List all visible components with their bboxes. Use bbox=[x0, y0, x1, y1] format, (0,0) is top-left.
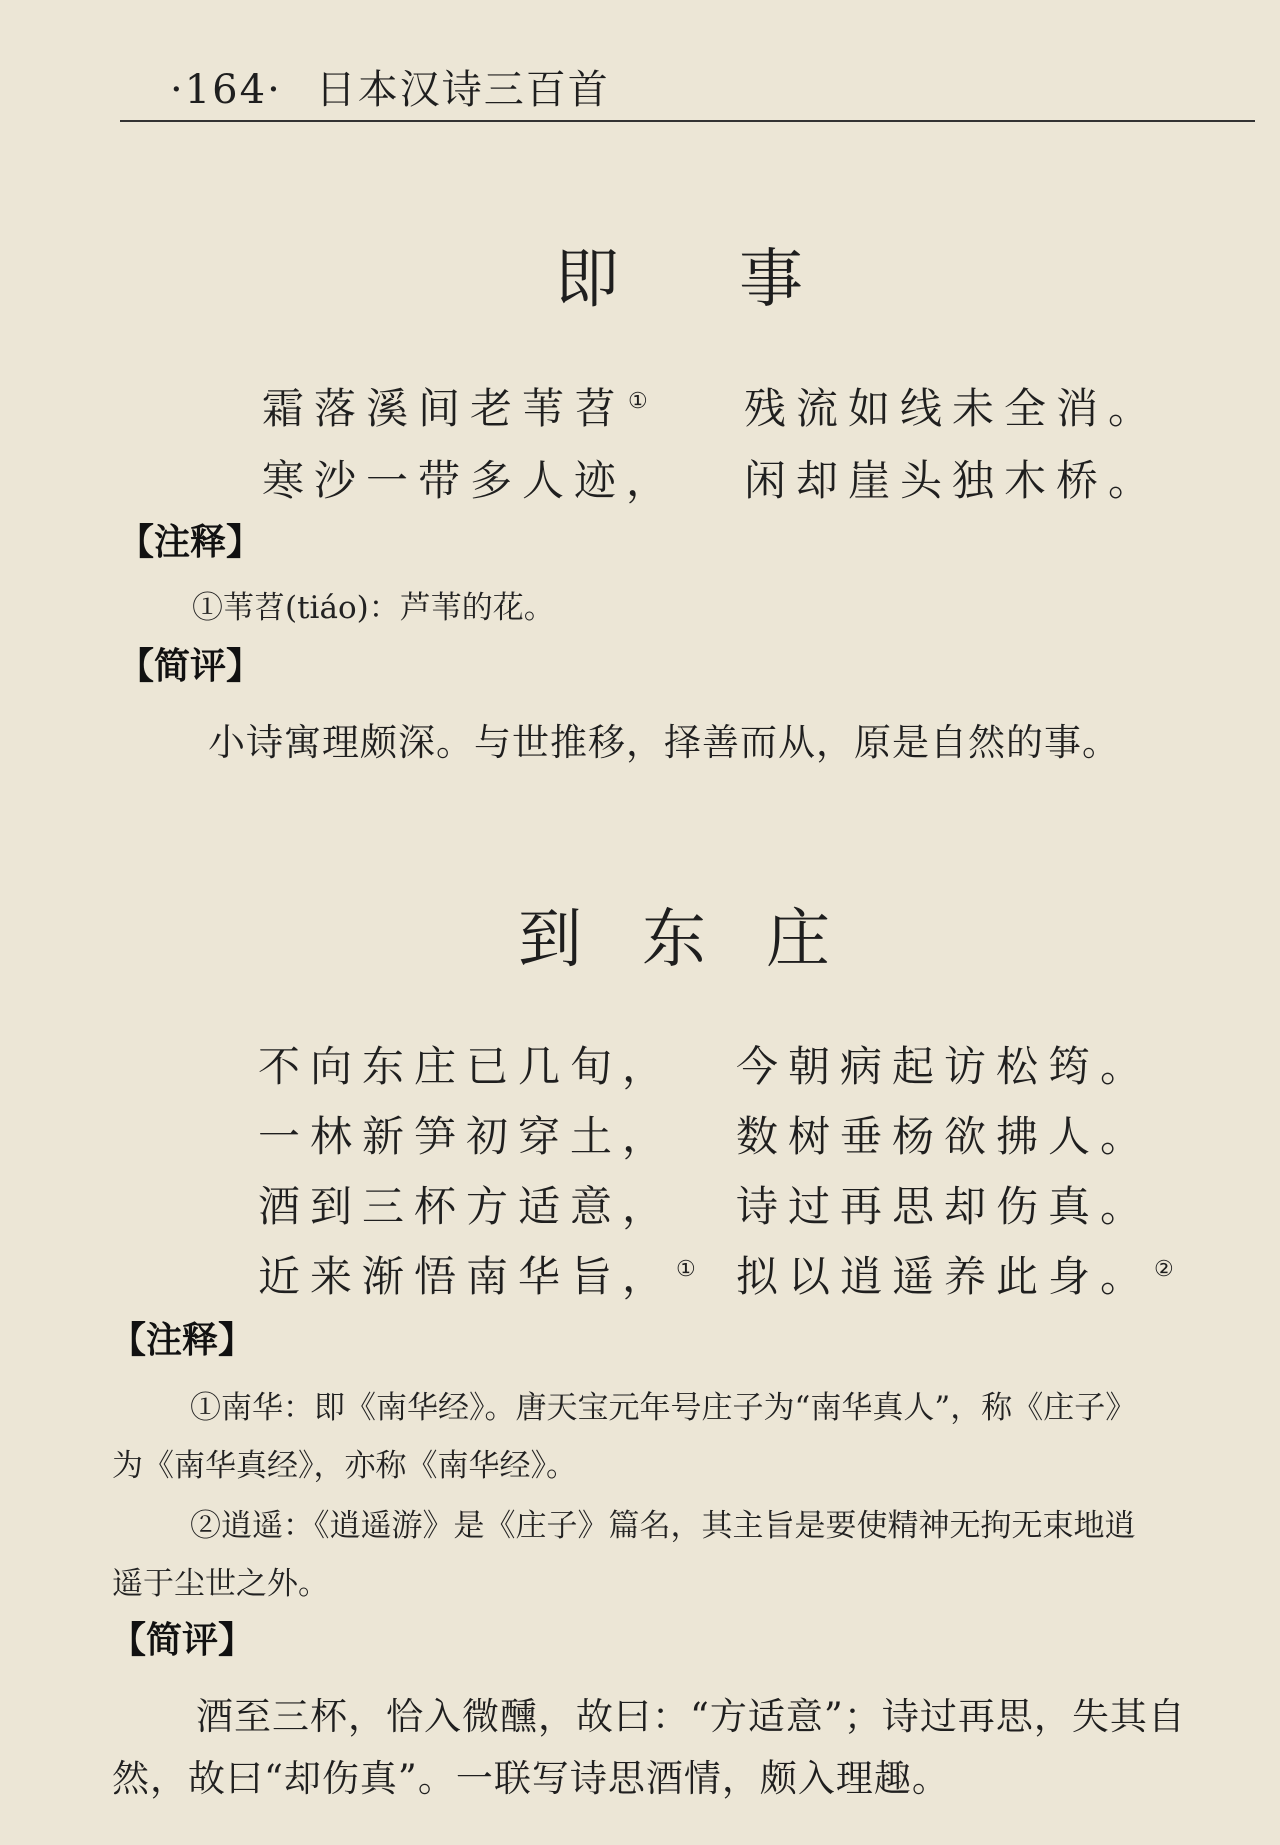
poem1-notes-heading: 【注释】 bbox=[118, 522, 263, 563]
poem2-line-4-right bbox=[736, 1244, 1174, 1304]
poem2-line-1-left: 不向东庄已几旬， bbox=[258, 1042, 675, 1091]
poem2-title-char-3: 庄 bbox=[766, 903, 830, 977]
poem2-note-2-line-1: ②逍遥：《逍遥游》是《庄子》篇名，其主旨是要使精神无拘无束地逍 bbox=[190, 1508, 1136, 1544]
poem2-review-heading: 【简评】 bbox=[110, 1620, 255, 1661]
poem2-line-4-left bbox=[258, 1244, 696, 1304]
poem2-line-2-right: 数树垂杨欲拂人。 bbox=[736, 1112, 1153, 1161]
book-title: 日本汉诗三百首 bbox=[315, 67, 610, 113]
poem2-line-3-right: 诗过再思却伤真。 bbox=[736, 1182, 1153, 1231]
poem2-note-1-line-2: 为《南华真经》，亦称《南华经》。 bbox=[112, 1448, 577, 1484]
poem1-note-1: ①苇苕(tiáo)：芦苇的花。 bbox=[192, 590, 555, 626]
poem1-review-heading: 【简评】 bbox=[118, 646, 263, 687]
poem1-line-1-right: 残流如线未全消。 bbox=[744, 384, 1161, 433]
verse-text: 拟以逍遥养此身。 bbox=[736, 1252, 1153, 1301]
poem2-line-2-left: 一林新笋初穿土， bbox=[258, 1112, 675, 1161]
header-rule bbox=[120, 120, 1255, 122]
poem2-notes-heading: 【注释】 bbox=[110, 1320, 255, 1361]
poem1-title-char-1: 即 bbox=[555, 243, 619, 317]
poem2-note-2-line-2: 遥于尘世之外。 bbox=[112, 1566, 329, 1602]
page-header bbox=[170, 58, 610, 115]
poem2-line-3-left: 酒到三杯方适意， bbox=[258, 1182, 675, 1231]
footnote-mark: ② bbox=[1154, 1257, 1174, 1282]
poem1-title-char-2: 事 bbox=[739, 243, 803, 317]
verse-text: 近来渐悟南华旨， bbox=[258, 1252, 675, 1301]
poem2-review-line-1: 酒至三杯，恰入微醺，故曰：“方适意”；诗过再思，失其自 bbox=[196, 1695, 1186, 1738]
verse-text: 霜落溪间老苇苕 bbox=[262, 384, 627, 433]
poem2-title bbox=[518, 888, 830, 980]
footnote-mark: ① bbox=[628, 389, 648, 414]
poem2-line-1-right: 今朝病起访松筠。 bbox=[736, 1042, 1153, 1091]
poem2-title-char-1: 到 bbox=[518, 903, 582, 977]
poem1-line-2-left: 寒沙一带多人迹， bbox=[262, 456, 679, 505]
poem2-review-line-2: 然，故曰“却伤真”。一联写诗思酒情，颇入理趣。 bbox=[112, 1757, 950, 1800]
poem1-title bbox=[555, 228, 803, 320]
poem1-line-1-left bbox=[262, 376, 648, 436]
poem2-title-char-2: 东 bbox=[642, 903, 706, 977]
poem1-line-2-right: 闲却崖头独木桥。 bbox=[744, 456, 1161, 505]
poem2-note-1-line-1: ①南华：即《南华经》。唐天宝元年号庄子为“南华真人”，称《庄子》 bbox=[190, 1390, 1137, 1426]
poem1-review-text: 小诗寓理颇深。与世推移，择善而从，原是自然的事。 bbox=[208, 721, 1120, 764]
footnote-mark: ① bbox=[676, 1257, 696, 1282]
page-number: ·164· bbox=[170, 67, 282, 113]
